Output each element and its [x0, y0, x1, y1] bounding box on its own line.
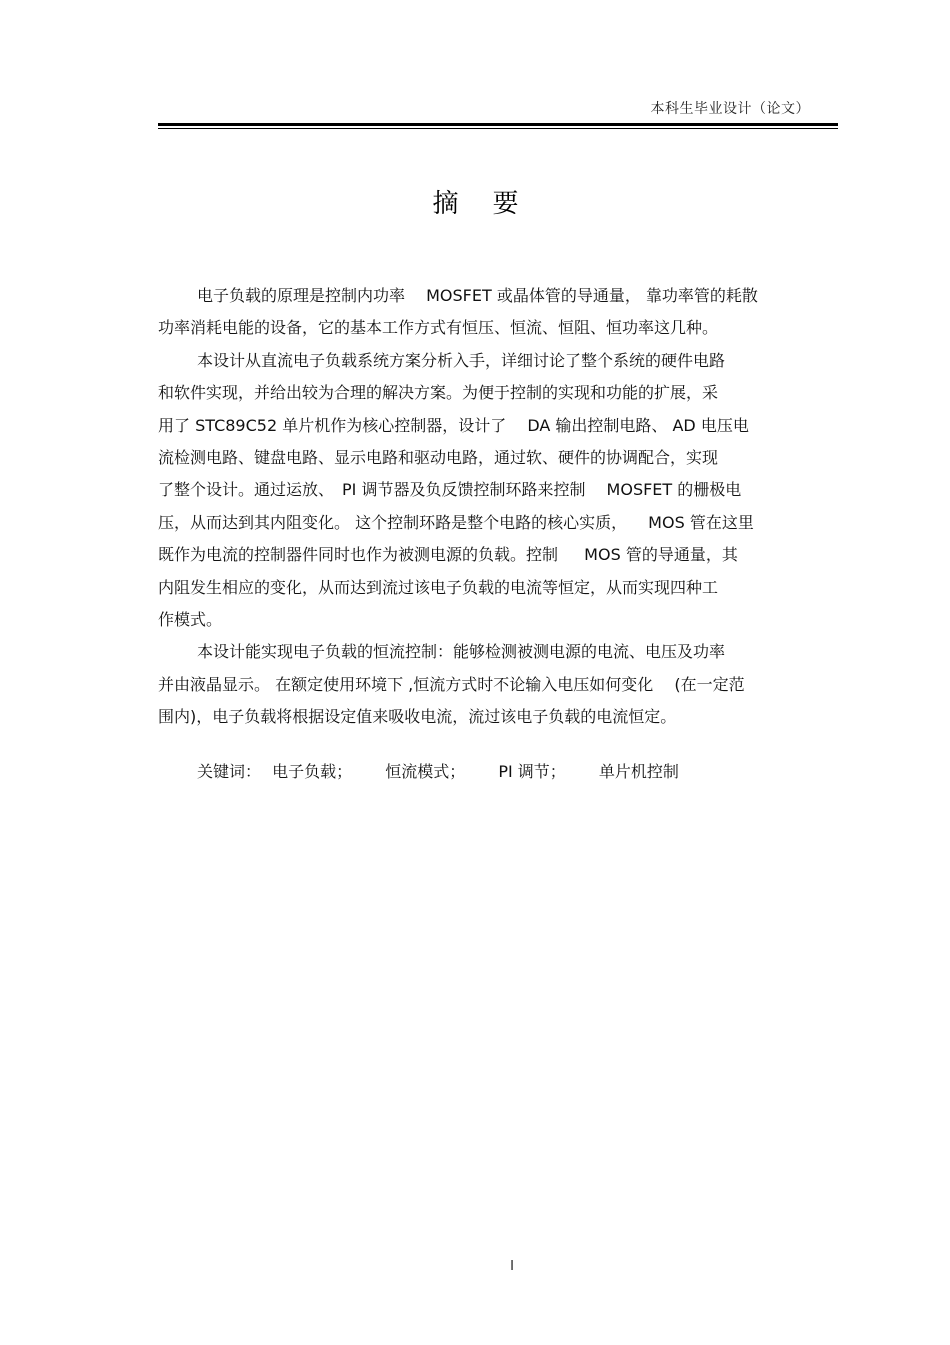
paragraph-1	[158, 280, 828, 345]
text-line: 流检测电路、键盘电路、显示电路和驱动电路，通过软、硬件的协调配合，实现	[158, 448, 719, 468]
keyword-item: 电子负载；	[272, 762, 353, 781]
header-rule-thick	[158, 123, 838, 126]
abstract-body	[158, 280, 828, 734]
abstract-title: 摘要	[432, 189, 553, 219]
text-line: 电子负载的原理是控制内功率 MOSFET 或晶体管的导通量， 靠功率管的耗散	[197, 286, 758, 305]
text-line: 了整个设计。通过运放、 PI 调节器及负反馈控制环路来控制 MOSFET 的栅极电	[158, 480, 742, 500]
text-line: 本设计从直流电子负载系统方案分析入手，详细讨论了整个系统的硬件电路	[197, 350, 726, 370]
paragraph-2	[158, 345, 828, 637]
text-line: 本设计能实现电子负载的恒流控制：能够检测被测电源的电流、电压及功率	[197, 642, 726, 662]
header-rule-thin	[158, 128, 838, 129]
text-line: 并由液晶显示。 在额定使用环境下 ,恒流方式时不论输入电压如何变化 (在一定范	[158, 674, 745, 694]
text-line: 内阻发生相应的变化，从而达到流过该电子负载的电流等恒定，从而实现四种工	[158, 577, 719, 597]
page-number: I	[510, 1259, 514, 1274]
keyword-item: PI 调节；	[498, 762, 566, 781]
keywords-line	[197, 759, 707, 785]
paragraph-3	[158, 636, 828, 733]
running-header: 本科生毕业设计（论文）	[650, 101, 810, 117]
text-line: 既作为电流的控制器件同时也作为被测电源的负载。控制 MOS 管的导通量，其	[158, 545, 738, 565]
text-line: 作模式。	[158, 610, 223, 630]
text-line: 功率消耗电能的设备，它的基本工作方式有恒压、恒流、恒阻、恒功率这几种。	[158, 318, 719, 338]
keyword-item: 恒流模式；	[385, 762, 466, 781]
text-line: 和软件实现，并给出较为合理的解决方案。为便于控制的实现和功能的扩展，采	[158, 383, 719, 403]
text-line: 围内)，电子负载将根据设定值来吸收电流，流过该电子负载的电流恒定。	[158, 707, 677, 727]
text-line: 用了 STC89C52 单片机作为核心控制器，设计了 DA 输出控制电路、 AD 电压电	[158, 415, 749, 435]
keyword-item: 单片机控制	[598, 762, 679, 781]
keywords-label: 关键词：	[197, 762, 262, 781]
text-line: 压，从而达到其内阻变化。 这个控制环路是整个电路的核心实质， MOS 管在这里	[158, 512, 754, 532]
